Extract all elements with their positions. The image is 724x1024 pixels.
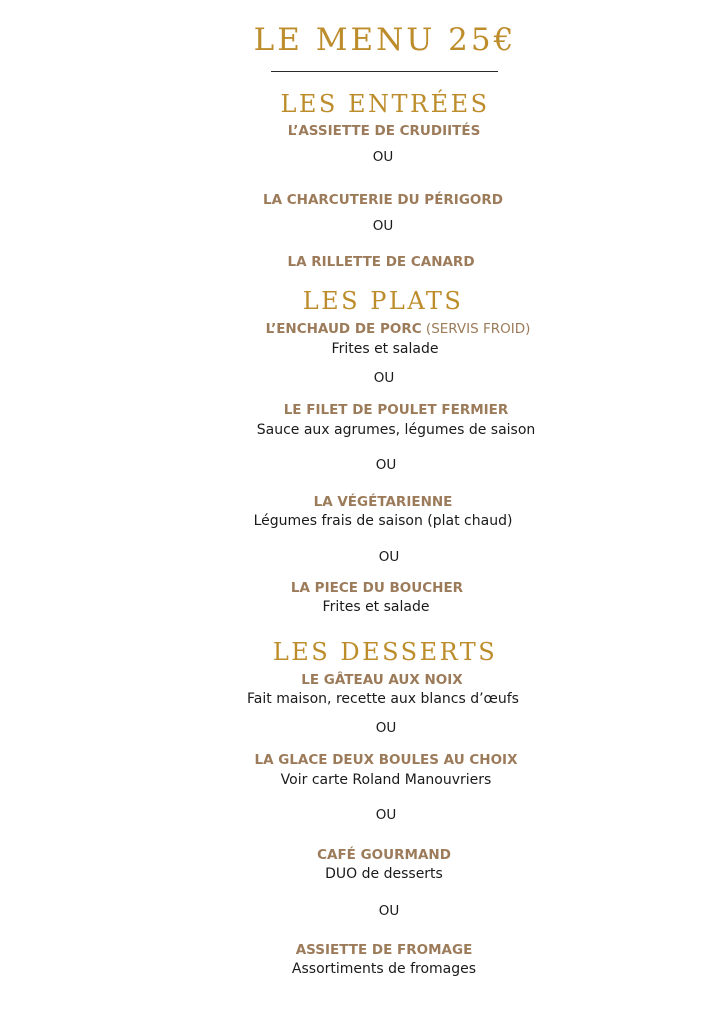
section-heading-desserts: LES DESSERTS [272,638,498,666]
dish-description: Légumes frais de saison (plat chaud) [253,513,513,529]
section-heading-entrees: LES ENTRÉES [280,90,490,118]
dish-description: Fait maison, recette aux blancs d’œufs [247,691,519,707]
dish-name: CAFÉ GOURMAND [317,847,451,863]
or-separator: OU [375,457,397,473]
section-heading-plats: LES PLATS [302,287,464,315]
or-separator: OU [378,903,400,919]
or-separator: OU [375,807,397,823]
dish-description: Frites et salade [322,599,430,615]
or-separator: OU [373,370,395,386]
dish-name-text: L’ENCHAUD DE PORC [265,321,422,337]
dish-description: Sauce aux agrumes, légumes de saison [256,422,536,438]
dish-note: (SERVIS FROID) [421,321,531,337]
dish-name: LE FILET DE POULET FERMIER [283,402,509,418]
dish-description: Assortiments de fromages [291,961,477,977]
or-separator: OU [378,549,400,565]
dish-name: ASSIETTE DE FROMAGE [295,942,473,958]
menu-title: LE MENU 25€ [253,22,517,58]
or-separator: OU [372,149,394,165]
dish-description: DUO de desserts [325,866,443,882]
dish-name: LA RILLETTE DE CANARD [287,254,475,270]
dish-name: LE GÂTEAU AUX NOIX [301,672,463,688]
dish-name: LA GLACE DEUX BOULES AU CHOIX [254,752,518,768]
or-separator: OU [372,218,394,234]
dish-name: LA VÉGÉTARIENNE [313,494,453,510]
dish-description: Voir carte Roland Manouvriers [280,772,492,788]
dish-name: LA CHARCUTERIE DU PÉRIGORD [262,192,504,208]
dish-name: L’ASSIETTE DE CRUDIITÉS [287,123,481,139]
title-divider [271,71,498,72]
dish-name [266,321,531,337]
dish-description: Frites et salade [331,341,439,357]
dish-name: LA PIECE DU BOUCHER [290,580,464,596]
or-separator: OU [375,720,397,736]
